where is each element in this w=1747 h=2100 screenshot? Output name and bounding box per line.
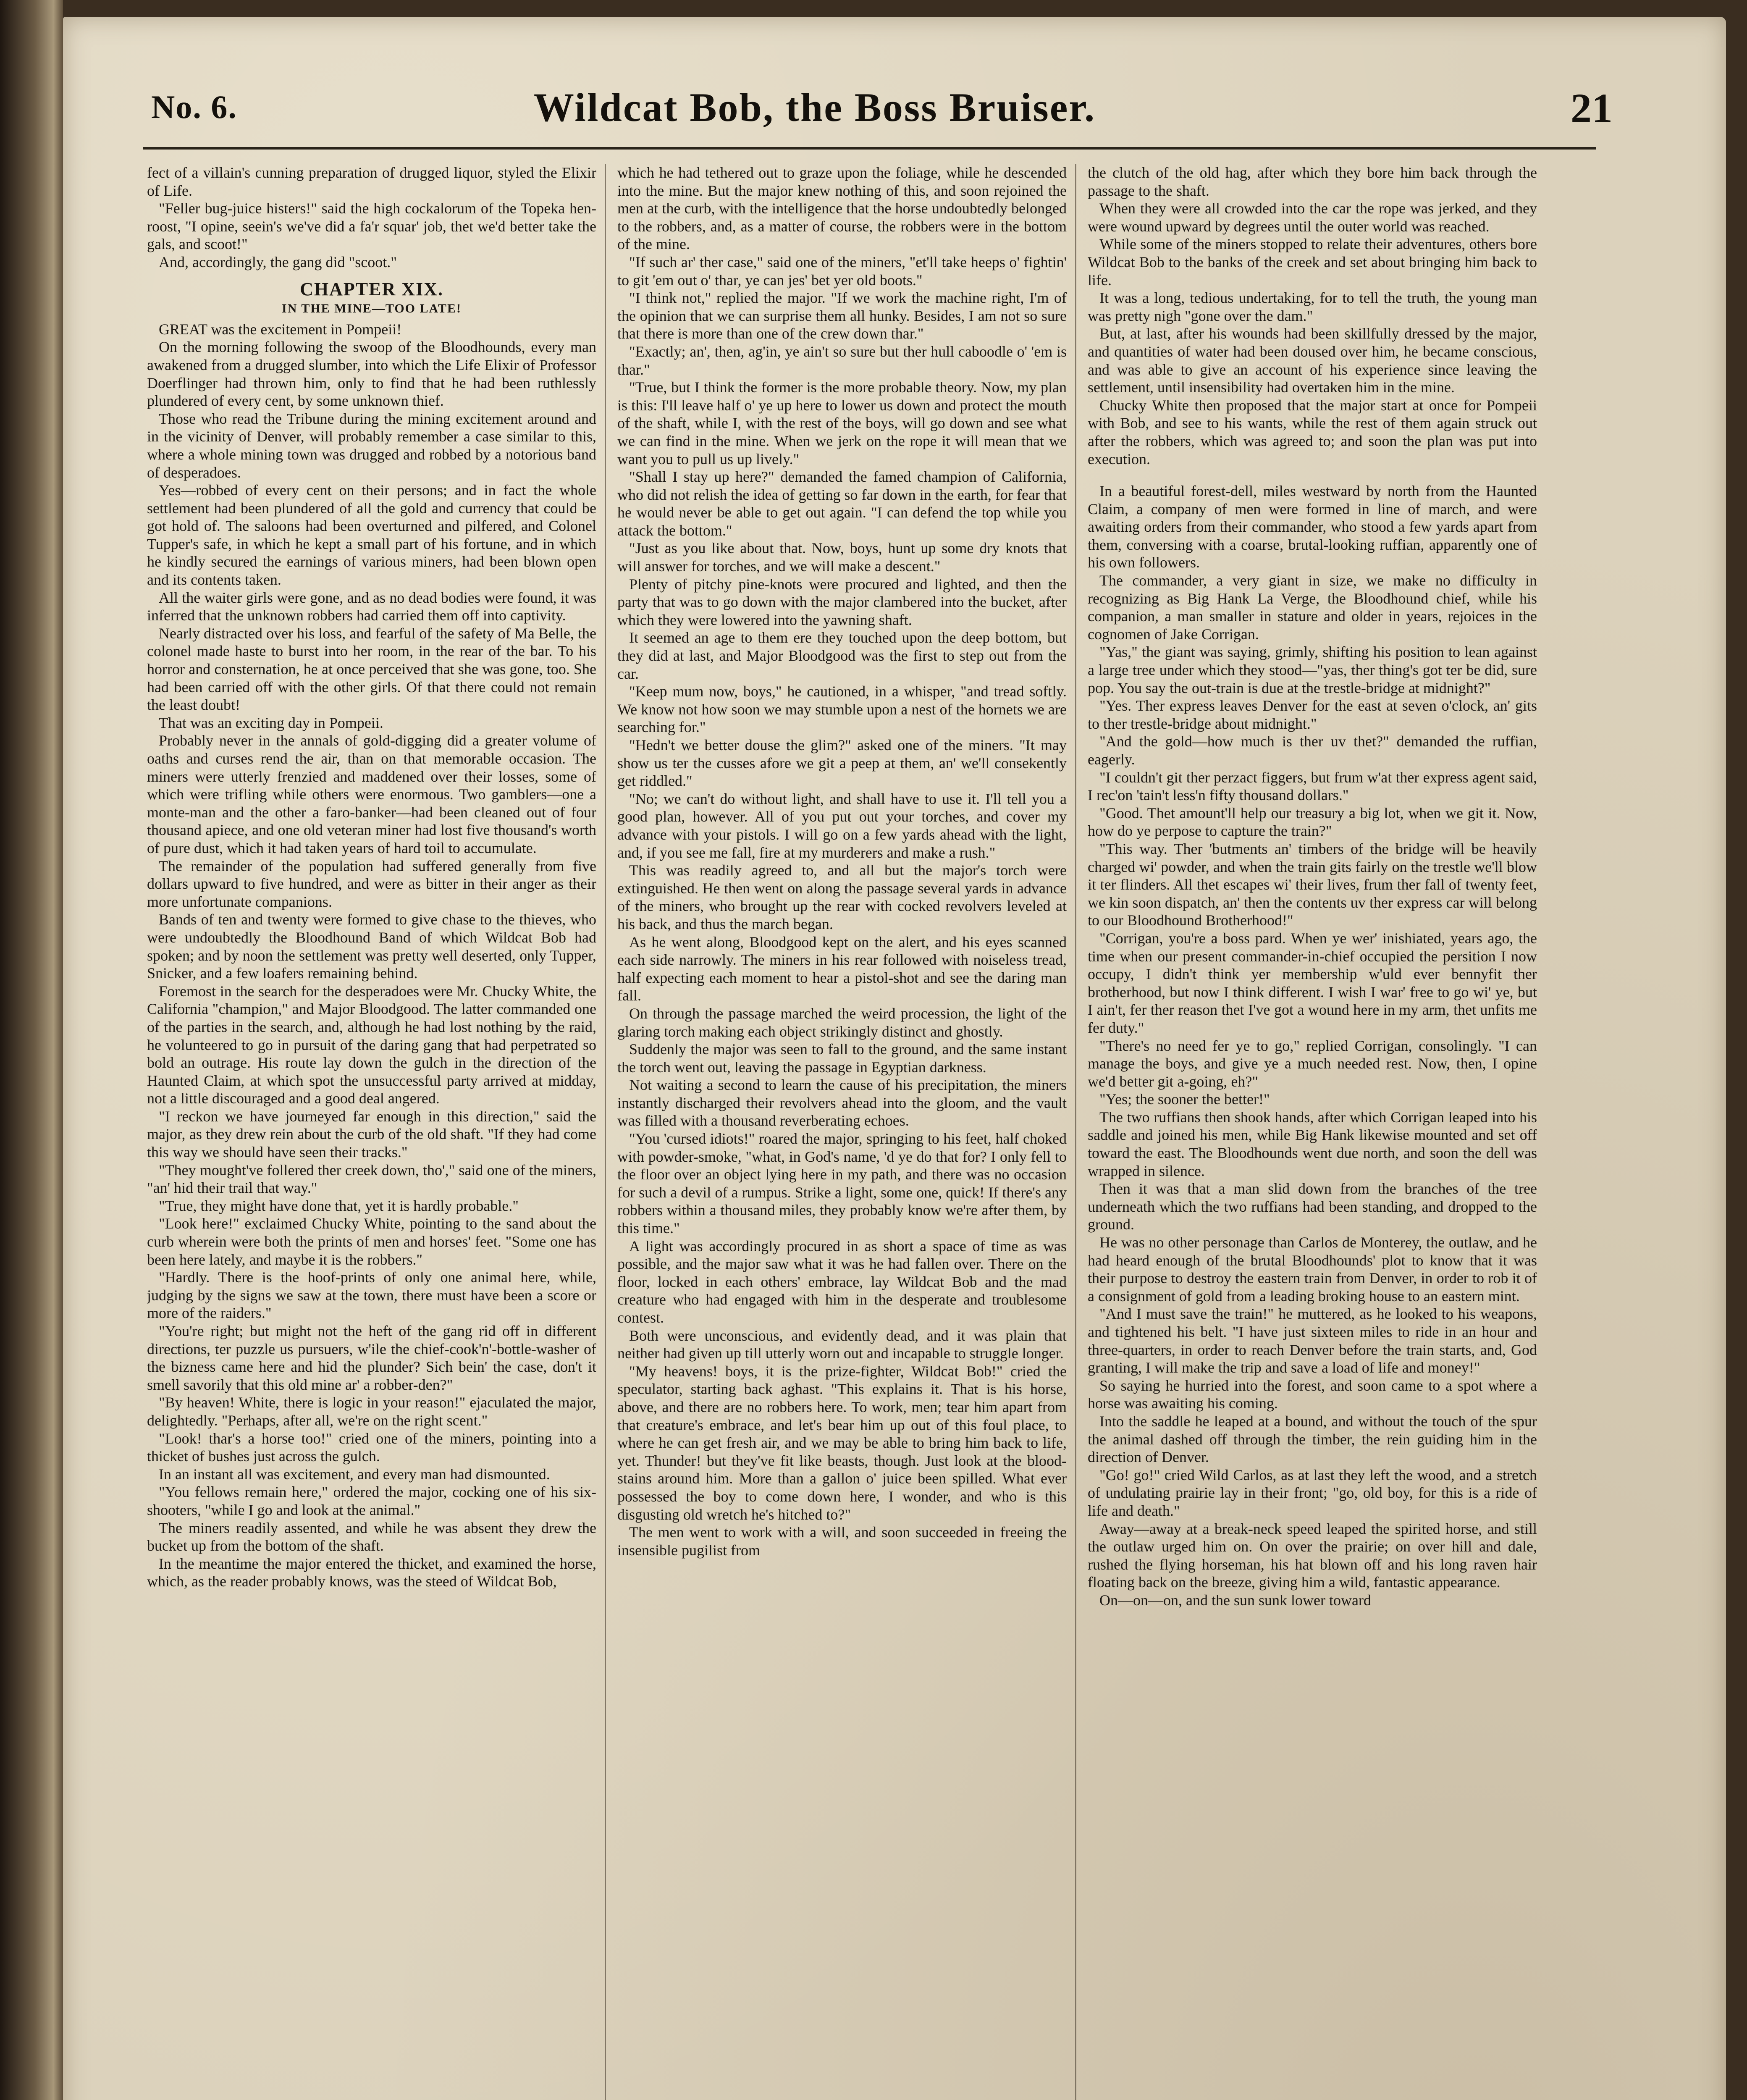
paragraph: "By heaven! White, there is logic in your reason!" ejaculated the major, delightedly. "Perhaps, after all, we're on the right scent."	[147, 1394, 596, 1429]
paragraph: Yes—robbed of every cent on their persons; and in fact the whole settlement had been plundered of all the gold and currency that could be got hold of. The saloons had been overturned and pilfered, and Colonel Tupper's safe, in which he kept a small part of his fortune, and in which he kindly secured the earnings of various miners, had been blown open and its contents taken.	[147, 482, 596, 588]
paragraph: As he went along, Bloodgood kept on the alert, and his eyes scanned each side narrowly. The miners in his rear followed with noiseless tread, half expecting each moment to hear a pistol-shot and see the daring man fall.	[617, 933, 1067, 1004]
paragraph: "And I must save the train!" he muttered, as he looked to his weapons, and tightened his belt. "I have just sixteen miles to ride in an hour and three-quarters, in order to reach Denver before the train starts, and, God granting, I will make the trip and save a load of life and money!"	[1088, 1305, 1537, 1376]
paragraph: "You're right; but might not the heft of the gang rid off in different directions, ter puzzle us pursuers, w'ile the chief-cook'n'-bottle-washer of the bizness came here and hid the plunder? Sich bein' the case, don't it smell savorily that this old mine ar' a robber-den?"	[147, 1323, 596, 1393]
page-header	[80, 80, 1613, 147]
paragraph: It seemed an age to them ere they touched upon the deep bottom, but they did at last, and Major Bloodgood was the first to step out from the car.	[617, 629, 1067, 682]
paragraph: "No; we can't do without light, and shall have to use it. I'll tell you a good plan, however. All of you put out your torches, and cover my advance with your pistols. I will go on a few yards ahead with the light, and, if you see me fall, fire at my murderers and make a rush."	[617, 790, 1067, 861]
column-rule	[1075, 164, 1076, 2100]
paragraph: "Go! go!" cried Wild Carlos, as at last they left the wood, and a stretch of undulating prairie lay in their front; "go, old boy, for this is a ride of life and death."	[1088, 1466, 1537, 1519]
paragraph: GREAT was the excitement in Pompeii!	[159, 320, 402, 338]
paragraph: which he had tethered out to graze upon the foliage, while he descended into the mine. But the major knew nothing of this, and soon rejoined the men at the curb, with the intelligence that the horse undoubtedly belonged to the robbers, and, as a matter of course, the robbers were in the bottom of the mine.	[617, 164, 1067, 253]
chapter-subtitle: IN THE MINE—TOO LATE!	[282, 302, 462, 316]
paragraph: Nearly distracted over his loss, and fearful of the safety of Ma Belle, the colonel made haste to burst into her room, in the rear of the bar. To his horror and consternation, he at once perceived that she was gone, too. She had been carried off with the other girls. Of that there could not remain the least doubt!	[147, 625, 596, 714]
paragraph: "True, they might have done that, yet it is hardly probable."	[159, 1197, 519, 1214]
paragraph: Not waiting a second to learn the cause of his precipitation, the miners instantly discharged their revolvers ahead into the gloom, and the vault was filled with a thousand reverberating echoes.	[617, 1076, 1067, 1129]
paragraph: "This way. Ther 'butments an' timbers of the bridge will be heavily charged wi' powder, and when the train gits fairly on the trestle we'll blow it ter flinders. All thet escapes wi' their lives, frum ther fall of twenty feet, we kin soon dispatch, an' then the contents uv ther express car will belong to our Bloodhound Brotherhood!"	[1088, 840, 1537, 929]
rescue-section	[1088, 164, 1537, 468]
paragraph: Suddenly the major was seen to fall to the ground, and the same instant the torch went out, leaving the passage in Egyptian darkness.	[617, 1041, 1067, 1076]
paragraph: "You fellows remain here," ordered the major, cocking one of his six-shooters, "while I go and look at the animal."	[147, 1483, 596, 1518]
paragraph: On—on—on, and the sun sunk lower toward	[1099, 1591, 1371, 1609]
running-title: Wildcat Bob, the Boss Bruiser.	[533, 85, 1096, 130]
paragraph: In the meantime the major entered the thicket, and examined the horse, which, as the reader probably knows, was the steed of Wildcat Bob,	[147, 1555, 596, 1590]
paragraph: "Corrigan, you're a boss pard. When ye wer' inishiated, years ago, the time when our present commander-in-chief occupied the persition I now occupy, I didn't think yer membership w'uld ever bennyfit ther brotherhood, but now I think different. I wish I war' free to go wi' ye, but I ain't, fer ther reason thet I've got a wound here in my arm, thet unfits me fer duty."	[1088, 929, 1537, 1036]
paragraph: While some of the miners stopped to relate their adventures, others bore Wildcat Bob to the banks of the creek and set about bringing him back to life.	[1088, 236, 1537, 289]
chapter-xviii-ending	[147, 164, 596, 271]
paragraph: "And the gold—how much is ther uv thet?" demanded the ruffian, eagerly.	[1088, 733, 1537, 768]
paragraph: Into the saddle he leaped at a bound, and without the touch of the spur the animal dashed off through the timber, the rein guiding him in the direction of Denver.	[1088, 1412, 1537, 1466]
paragraph: "Yes; the sooner the better!"	[1099, 1091, 1270, 1108]
paragraph: When they were all crowded into the car the rope was jerked, and they were wound upward by degrees until the outer world was reached.	[1088, 200, 1537, 235]
paragraph: The men went to work with a will, and soon succeeded in freeing the insensible pugilist from	[617, 1524, 1067, 1559]
paragraph: In an instant all was excitement, and every man had dismounted.	[159, 1465, 550, 1483]
paragraph: "I couldn't git ther perzact figgers, but frum w'at ther express agent said, I rec'on 'tain't less'n fifty thousand dollars."	[1088, 769, 1537, 804]
forest-dell-section	[1088, 482, 1537, 1609]
paragraph: "Yes. Ther express leaves Denver for the east at seven o'clock, an' gits to ther trestle-bridge about midnight."	[1088, 697, 1537, 732]
paragraph: "You 'cursed idiots!" roared the major, springing to his feet, half choked with powder-smoke, "what, in God's name, 'd ye do that for? I only fell to the floor over an object lying here in my path, and there was no occasion for such a devil of a rumpus. Strike a light, some one, quick! If there's any robbers within a thousand miles, they probably know we're after them, by this time."	[617, 1130, 1067, 1237]
paragraph: Chucky White then proposed that the major start at once for Pompeii with Bob, and see to his wants, while the rest of them again struck out after the robbers, which was agreed to; and soon the plan was put into execution.	[1088, 396, 1537, 467]
chapter-body	[147, 320, 596, 1591]
paragraph: "If such ar' ther case," said one of the miners, "et'll take heeps o' fightin' to git 'em out o' thar, ye can jes' bet yer old boots."	[617, 253, 1067, 289]
page-number: 21	[1571, 85, 1613, 131]
paragraph: "Keep mum now, boys," he cautioned, in a whisper, "and tread softly. We know not how soon we may stumble upon a nest of the hornets we are searching for."	[617, 683, 1067, 736]
paragraph: fect of a villain's cunning preparation of drugged liquor, styled the Elixir of Life.	[147, 164, 596, 199]
paragraph: Plenty of pitchy pine-knots were procured and lighted, and then the party that was to go down with the major clambered into the bucket, after which they were lowered into the yawning shaft.	[617, 575, 1067, 628]
paragraph: "Yas," the giant was saying, grimly, shifting his position to lean against a large tree under which they stood—"yas, ther thing's got ter be did, sure pop. You say the out-train is due at the trestle-bridge at midnight?"	[1088, 643, 1537, 696]
paragraph: Away—away at a break-neck speed leaped the spirited horse, and still the outlaw urged him on. On over the prairie; on over hill and dale, rushed the flying horseman, his hat blown off and his long raven hair floating back on the breeze, giving him a wild, fantastic appearance.	[1088, 1520, 1537, 1591]
header-rule	[143, 147, 1596, 150]
paragraph: On through the passage marched the weird procession, the light of the glaring torch making each object strikingly distinct and ghostly.	[617, 1005, 1067, 1040]
paragraph: "They mought've follered ther creek down, tho'," said one of the miners, "an' hid their trail that way."	[147, 1161, 596, 1197]
text-column-3	[1088, 164, 1537, 2100]
paragraph: That was an exciting day in Pompeii.	[159, 714, 383, 731]
chapter-title: CHAPTER XIX.	[300, 278, 443, 299]
issue-number: No. 6.	[151, 89, 237, 125]
paragraph: A light was accordingly procured in as short a space of time as was possible, and the major saw what it was he had fallen over. There on the floor, locked in each others' embrace, lay Wildcat Bob and the mad creature who had engaged with him in the desperate and troublesome contest.	[617, 1237, 1067, 1326]
paragraph: "Shall I stay up here?" demanded the famed champion of California, who did not relish the idea of getting so far down in the earth, for fear that he would never be able to get out again. "I can defend the top while you attack the bottom."	[617, 468, 1067, 539]
paragraph: "Hardly. There is the hoof-prints of only one animal here, while, judging by the signs we saw at the town, there must have been a score or more of the raiders."	[147, 1269, 596, 1322]
paragraph: the clutch of the old hag, after which they bore him back through the passage to the shaft.	[1088, 164, 1537, 199]
paragraph: "True, but I think the former is the more probable theory. Now, my plan is this: I'll leave half o' ye up here to lower us down and protect the mouth of the shaft, while I, with the rest of the boys, will go down and see what we can find in the mine. When we jerk on the rope it will mean that we want you to pull us up lively."	[617, 379, 1067, 467]
paragraph: It was a long, tedious undertaking, for to tell the truth, the young man was pretty nigh "gone over the dam."	[1088, 289, 1537, 324]
paragraph: The commander, a very giant in size, we make no difficulty in recognizing as Big Hank La Verge, the Bloodhound chief, while his companion, a man smaller in stature and older in years, rejoices in the cognomen of Jake Corrigan.	[1088, 572, 1537, 643]
paragraph: He was no other personage than Carlos de Monterey, the outlaw, and he had heard enough of the brutal Bloodhounds' plot to know that it was their purpose to destroy the eastern train from Denver, in order to rob it of a consignment of gold from a leading broking house to an eastern mint.	[1088, 1234, 1537, 1305]
binding-spine	[0, 0, 63, 2100]
paragraph: In a beautiful forest-dell, miles westward by north from the Haunted Claim, a company of men were formed in line of march, and were awaiting orders from their commander, who stood a few yards apart from them, conversing with a coarse, brutal-looking ruffian, apparently one of his own followers.	[1088, 483, 1537, 571]
paragraph: Both were unconscious, and evidently dead, and it was plain that neither had given up till utterly worn out and incapable to struggle longer.	[617, 1327, 1067, 1362]
paragraph: "Good. Thet amount'll help our treasury a big lot, when we git it. Now, how do ye perpose to capture the train?"	[1088, 804, 1537, 840]
paragraph: On the morning following the swoop of the Bloodhounds, every man awakened from a drugged slumber, into which the Life Elixir of Professor Doerflinger had thrown him, only to find that he had been ruthlessly plundered of every cent, by some unknown thief.	[147, 339, 596, 410]
paragraph: "Exactly; an', then, ag'in, ye ain't so sure but ther hull caboodle o' 'em is thar."	[617, 343, 1067, 378]
paragraph: "Hedn't we better douse the glim?" asked one of the miners. "It may show us ter the cusses afore we git a peep at them, an' we'll consekently get riddled."	[617, 737, 1067, 790]
paragraph: "Look here!" exclaimed Chucky White, pointing to the sand about the curb wherein were both the prints of men and horses' feet. "Some one has been here lately, and maybe it is the robbers."	[147, 1215, 596, 1268]
paragraph: But, at last, after his wounds had been skillfully dressed by the major, and quantities of water had been doused over him, he became conscious, and was able to give an account of his experience since leaving the settlement, until insensibility had overtaken him in the mine.	[1088, 325, 1537, 396]
section-break	[1088, 468, 1537, 482]
paragraph: So saying he hurried into the forest, and soon came to a spot where a horse was awaiting his coming.	[1088, 1377, 1537, 1412]
paragraph: "I think not," replied the major. "If we work the machine right, I'm of the opinion that we can surprise them all hunky. Besides, I am not so sure that there is more than one of the crew down thar."	[617, 289, 1067, 342]
text-column-1	[147, 164, 596, 2100]
paragraph: And, accordingly, the gang did "scoot."	[159, 253, 397, 270]
paragraph: The miners readily assented, and while he was absent they drew the bucket up from the bottom of the shaft.	[147, 1519, 596, 1554]
paragraph: Foremost in the search for the desperadoes were Mr. Chucky White, the California "champion," and Major Bloodgood. The latter commanded one of the parties in the search, and, although he had lost nothing by the raid, he volunteered to go in pursuit of the daring gang that had perpetrated so bold an outrage. His route lay down the gulch in the direction of the Haunted Claim, at which spot the unsuccessful party arrived at midday, not a little discouraged and a good deal angered.	[147, 982, 596, 1107]
paragraph: "My heavens! boys, it is the prize-fighter, Wildcat Bob!" cried the speculator, starting back aghast. "This explains it. That is his horse, above, and there are no robbers here. To work, men; tear him apart from that creature's embrace, and let's bear him up out of this foul place, to where he can get fresh air, and we may be able to bring him back to life, yet. Thunder! but they've fit like beasts, though. Just look at the blood-stains around him. More than a gallon o' juice been spilled. What ever possessed the boy to come down here, I wonder, and who is this disgusting old wretch he's hitched to?"	[617, 1362, 1067, 1523]
paragraph: This was readily agreed to, and all but the major's torch were extinguished. He then went on along the passage several yards in advance of the miners, who brought up the rear with cocked revolvers leveled at his back, and thus the march began.	[617, 862, 1067, 932]
paragraph: Probably never in the annals of gold-digging did a greater volume of oaths and curses rend the air, than on that memorable occasion. The miners were utterly frenzied and maddened over their losses, some of which were trifling while others were enormous. Two gamblers—one a monte-man and the other a faro-banker—had been cleaned out of four thousand apiece, and one old veteran miner had lost five thousand's worth of pure dust, which it had taken years of hard toil to accumulate.	[147, 732, 596, 856]
chapter-body	[617, 164, 1067, 1559]
paragraph: "Look! thar's a horse too!" cried one of the miners, pointing into a thicket of bushes just across the gulch.	[147, 1430, 596, 1465]
paragraph: Those who read the Tribune during the mining excitement around and in the vicinity of Denver, will probably remember a case similar to this, where a whole mining town was drugged and robbed by a notorious band of desperadoes.	[147, 410, 596, 481]
paragraph: Then it was that a man slid down from the branches of the tree underneath which the two ruffians had been standing, and dropped to the ground.	[1088, 1180, 1537, 1233]
paragraph: "I reckon we have journeyed far enough in this direction," said the major, as they drew rein about the curb of the old shaft. "If they had come this way we should have seen their tracks."	[147, 1108, 596, 1161]
paragraph: "There's no need fer ye to go," replied Corrigan, consolingly. "I can manage the boys, and give ye a much needed rest. Now, then, I opine we'd better git a-going, eh?"	[1088, 1037, 1537, 1090]
column-rule	[605, 164, 606, 2100]
paragraph: "Feller bug-juice histers!" said the high cockalorum of the Topeka hen-roost, "I opine, seein's we've did a fa'r squar' job, thet we'd better take the gals, and scoot!"	[147, 200, 596, 253]
text-column-2	[617, 164, 1067, 2100]
paragraph: The remainder of the population had suffered generally from five dollars upward to five hundred, and were as bitter in their anger as their more unfortunate companions.	[147, 857, 596, 910]
paragraph: "Just as you like about that. Now, boys, hunt up some dry knots that will answer for torches, and we will make a descent."	[617, 540, 1067, 575]
paragraph: The two ruffians then shook hands, after which Corrigan leaped into his saddle and joined his men, while Big Hank likewise mounted and set off toward the east. The Bloodhounds went due north, and soon the dell was wrapped in silence.	[1088, 1108, 1537, 1179]
paragraph: Bands of ten and twenty were formed to give chase to the thieves, who were undoubtedly the Bloodhound Band of which Wildcat Bob had spoken; and by noon the settlement was pretty well deserted, only Tupper, Snicker, and a few loafers remaining behind.	[147, 911, 596, 982]
paragraph: All the waiter girls were gone, and as no dead bodies were found, it was inferred that the unknown robbers had carried them off into captivity.	[147, 589, 596, 624]
